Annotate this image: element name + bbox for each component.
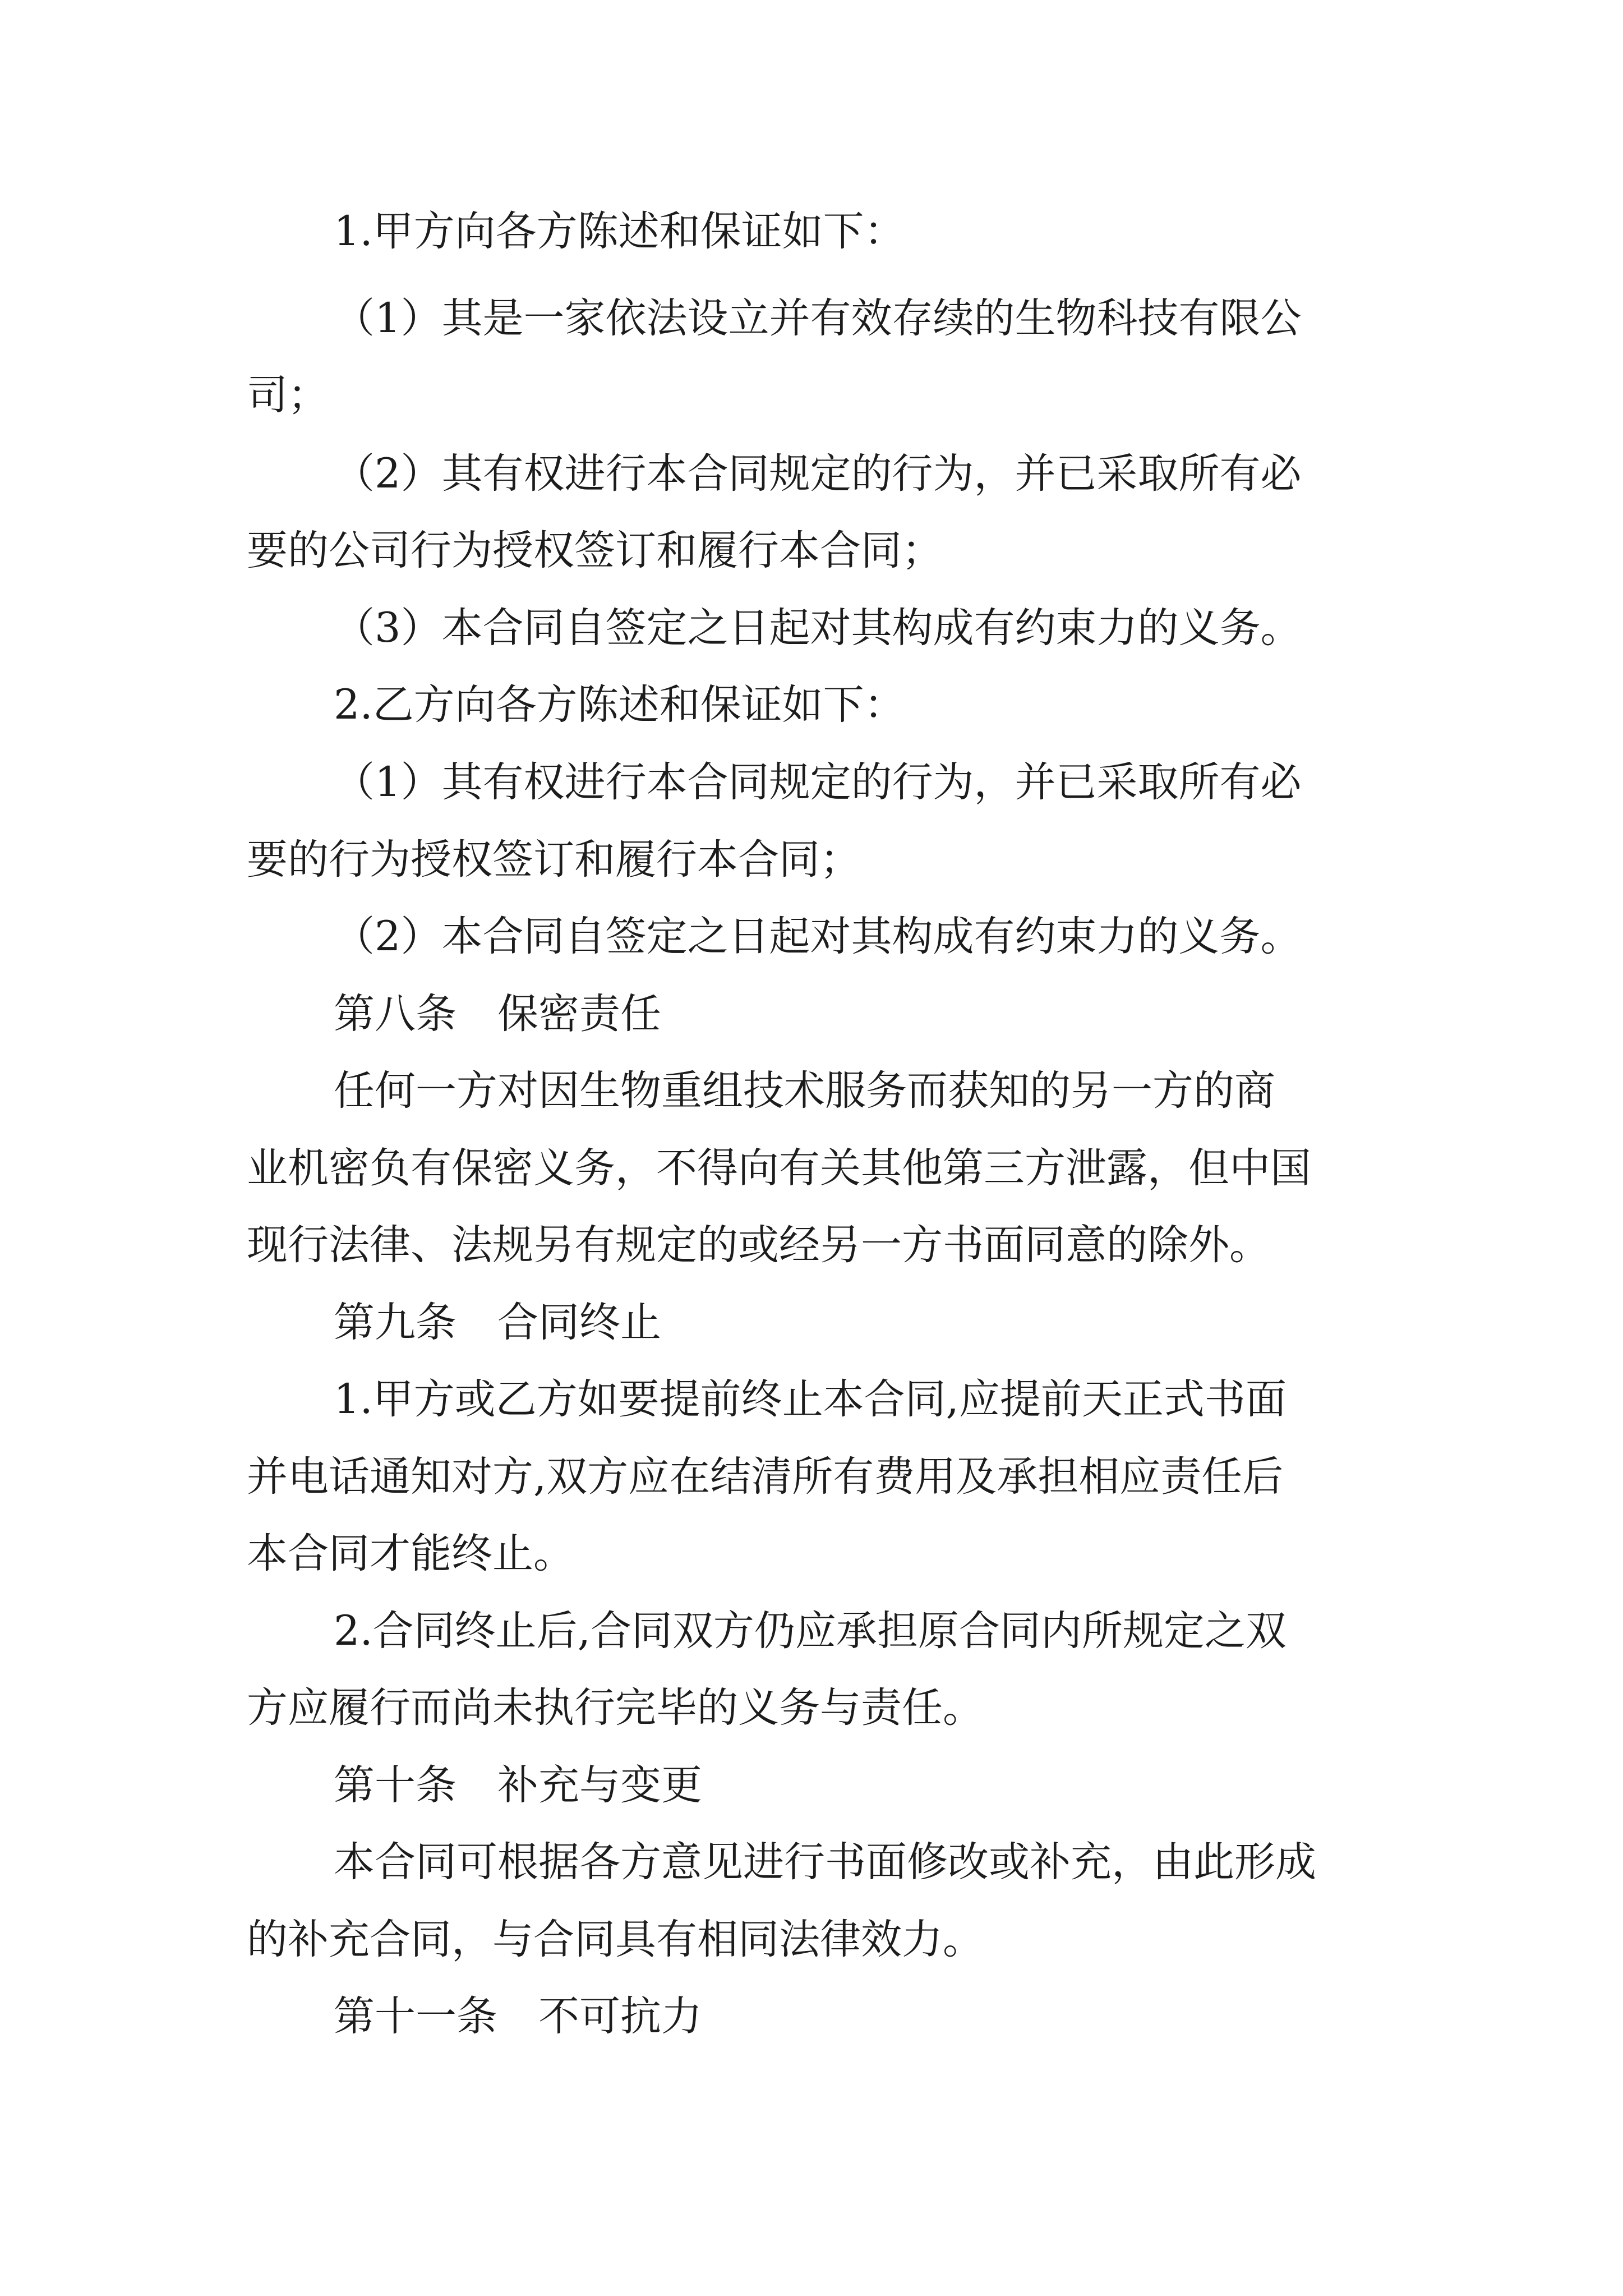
article-11-heading: 第十一条 不可抗力	[334, 1993, 702, 2040]
article-9-heading: 第九条 合同终止	[334, 1299, 661, 1346]
article-9-item-1-line-2: 并电话通知对方,双方应在结清所有费用及承担相应责任后	[247, 1453, 1284, 1501]
article-8-body-line-2: 业机密负有保密义务，不得向有关其他第三方泄露，但中国	[247, 1144, 1311, 1192]
clause-7-1-item-3: （3）本合同自签定之日起对其构成有约束力的义务。	[334, 604, 1302, 652]
article-9-item-2-line-1: 2.合同终止后,合同双方仍应承担原合同内所规定之双	[334, 1607, 1287, 1655]
clause-7-2-item-2: （2）本合同自签定之日起对其构成有约束力的义务。	[334, 913, 1302, 960]
clause-7-1-heading: 1.甲方向各方陈述和保证如下：	[334, 208, 905, 255]
article-9-item-2-line-2: 方应履行而尚未执行完毕的义务与责任。	[247, 1684, 984, 1732]
clause-7-1-item-2-line-2: 要的公司行为授权签订和履行本合同；	[247, 527, 943, 574]
article-10-heading: 第十条 补充与变更	[334, 1761, 702, 1809]
clause-7-1-item-1-line-1: （1）其是一家依法设立并有效存续的生物科技有限公	[334, 295, 1302, 342]
article-8-body-line-3: 现行法律、法规另有规定的或经另一方书面同意的除外。	[247, 1221, 1270, 1269]
clause-7-2-item-1-line-1: （1）其有权进行本合同规定的行为，并已采取所有必	[334, 758, 1302, 806]
clause-7-1-item-1-line-2: 司；	[247, 371, 329, 419]
article-8-body-line-1: 任何一方对因生物重组技术服务而获知的另一方的商	[334, 1067, 1275, 1115]
clause-7-2-heading: 2.乙方向各方陈述和保证如下：	[334, 681, 905, 729]
article-10-body-line-1: 本合同可根据各方意见进行书面修改或补充，由此形成	[334, 1838, 1316, 1886]
clause-7-1-item-2-line-1: （2）其有权进行本合同规定的行为，并已采取所有必	[334, 450, 1302, 498]
clause-7-2-item-1-line-2: 要的行为授权签订和履行本合同；	[247, 836, 861, 884]
article-9-item-1-line-1: 1.甲方或乙方如要提前终止本合同,应提前天正式书面	[334, 1375, 1287, 1423]
article-10-body-line-2: 的补充合同，与合同具有相同法律效力。	[247, 1916, 984, 1963]
article-8-heading: 第八条 保密责任	[334, 990, 661, 1038]
article-9-item-1-line-3: 本合同才能终止。	[247, 1530, 574, 1577]
